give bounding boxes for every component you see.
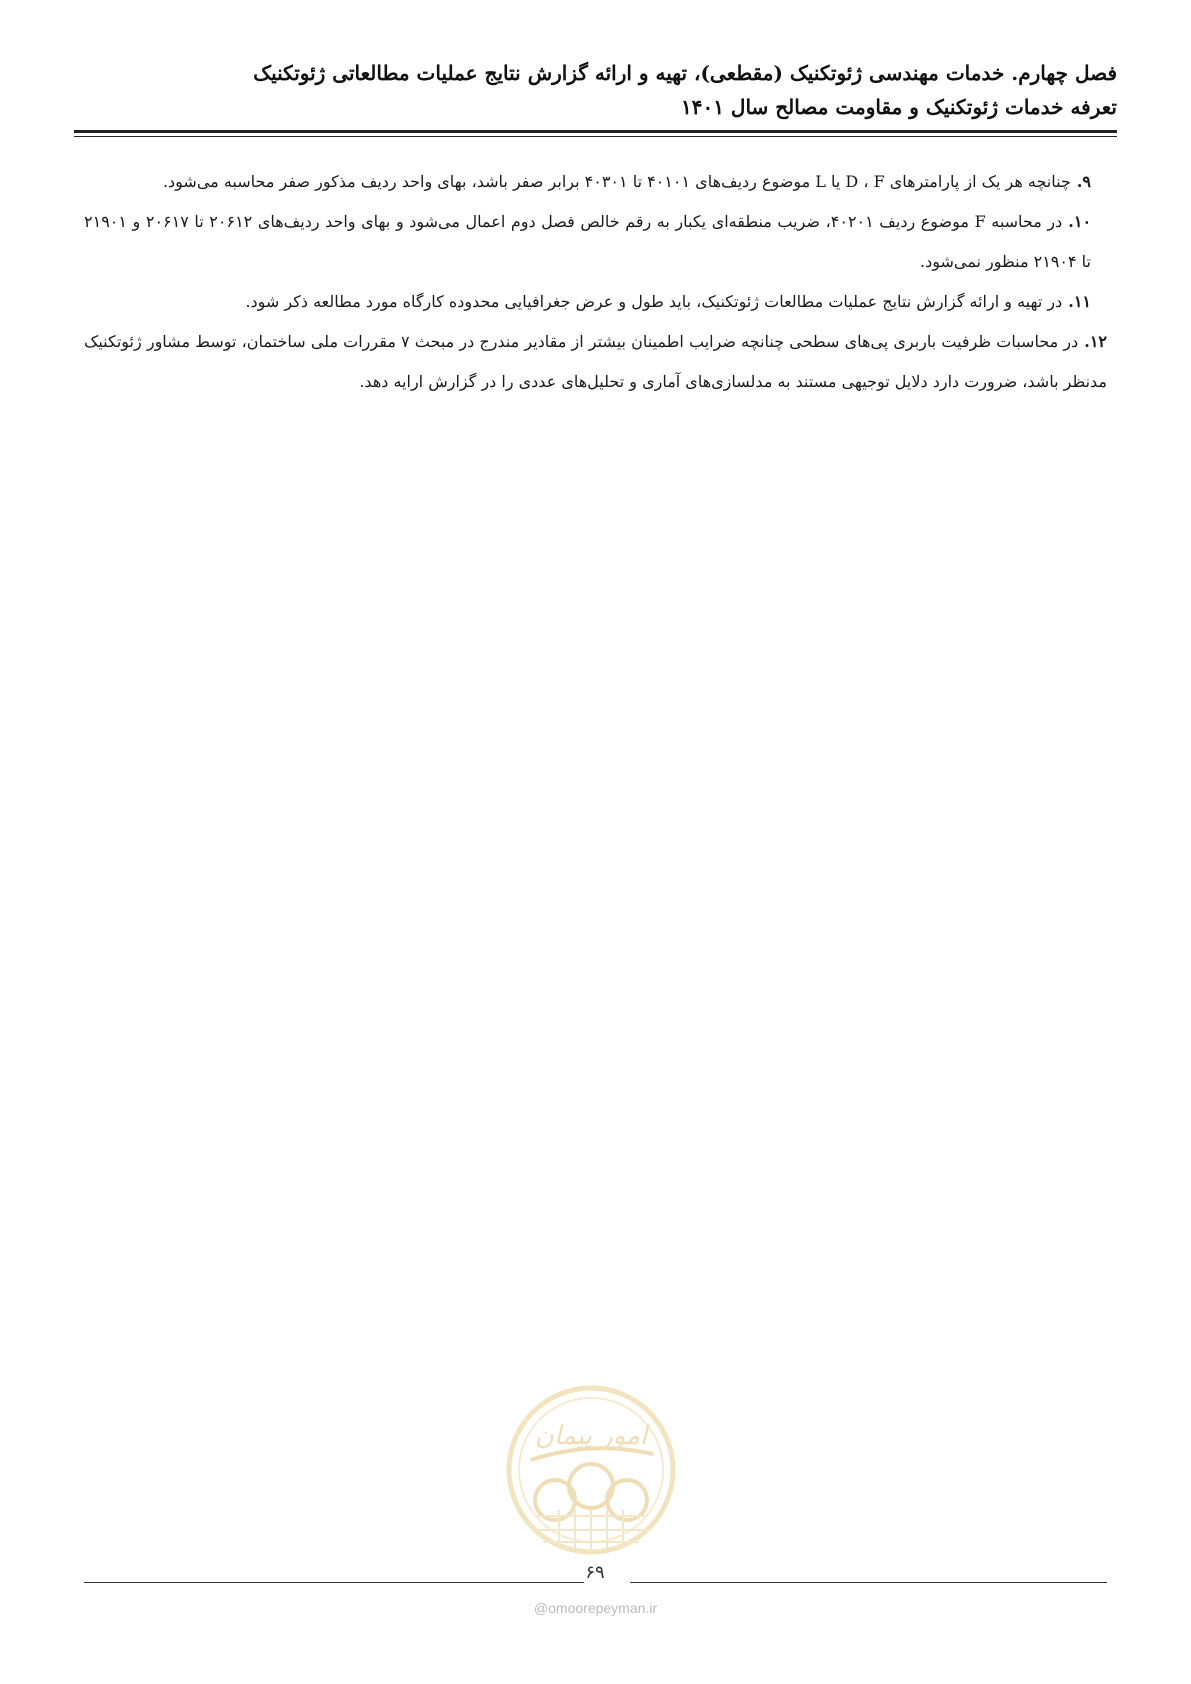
paragraph-11 xyxy=(84,282,1107,322)
paragraph-number: ۱۲. xyxy=(1084,332,1107,351)
paragraph-9 xyxy=(84,162,1107,202)
chapter-title: فصل چهارم. خدمات مهندسی ژئوتکنیک (مقطعی)، تهیه و ارائه گزارش نتایج عملیات مطالعاتی ژئوتکنیک xyxy=(253,61,1117,85)
footer-rule-left xyxy=(84,1582,584,1583)
paragraph-text: در محاسبات ظرفیت باربری پی‌های سطحی چنانچه ضرایب اطمینان بیشتر از مقادیر مندرج در مبحث ۷ مقررات ملی ساختمان، توسط مشاور ژئوتکنیک مدنظر باشد، ضرورت دارد دلایل توجیهی مستند به مدلسازی‌های آماری و تحلیل‌های عددی را در گزارش ارایه دهد. xyxy=(84,332,1107,391)
body-text xyxy=(84,162,1107,402)
paragraph-10 xyxy=(84,202,1107,282)
paragraph-number: ۹. xyxy=(1076,172,1091,191)
header-rule-thin xyxy=(74,136,1117,137)
paragraph-text: چنانچه هر یک از پارامترهای D ، F یا L موضوع ردیف‌های ۴۰۱۰۱ تا ۴۰۳۰۱ برابر صفر باشد، بهای واحد ردیف مذکور صفر محاسبه می‌شود. xyxy=(162,172,1071,191)
page-number: ۶۹ xyxy=(585,1562,605,1583)
header-rule-thick xyxy=(74,130,1117,133)
document-title: تعرفه خدمات ژئوتکنیک و مقاومت مصالح سال ۱۴۰۱ xyxy=(680,95,1117,119)
svg-text:امور پیمان: امور پیمان xyxy=(534,1421,648,1451)
paragraph-text: در تهیه و ارائه گزارش نتایج عملیات مطالعات ژئوتکنیک، باید طول و عرض جغرافیایی محدوده کارگاه مورد مطالعه ذکر شود. xyxy=(245,292,1063,311)
paragraph-12 xyxy=(84,322,1107,402)
watermark-logo xyxy=(503,1382,679,1558)
paragraph-number: ۱۰. xyxy=(1068,212,1092,231)
paragraph-number: ۱۱. xyxy=(1068,292,1091,311)
paragraph-text: در محاسبه F موضوع ردیف ۴۰۲۰۱، ضریب منطقه‌ای یکبار به رقم خالص فصل دوم اعمال می‌شود و بهای واحد ردیف‌های ۲۰۶۱۲ تا ۲۰۶۱۷ و ۲۱۹۰۱ تا ۲۱۹۰۴ منظور نمی‌شود. xyxy=(84,212,1091,271)
footer-rule-right xyxy=(630,1582,1107,1583)
website-watermark: @omoorepeyman.ir xyxy=(533,1600,658,1616)
page-header xyxy=(74,56,1117,124)
